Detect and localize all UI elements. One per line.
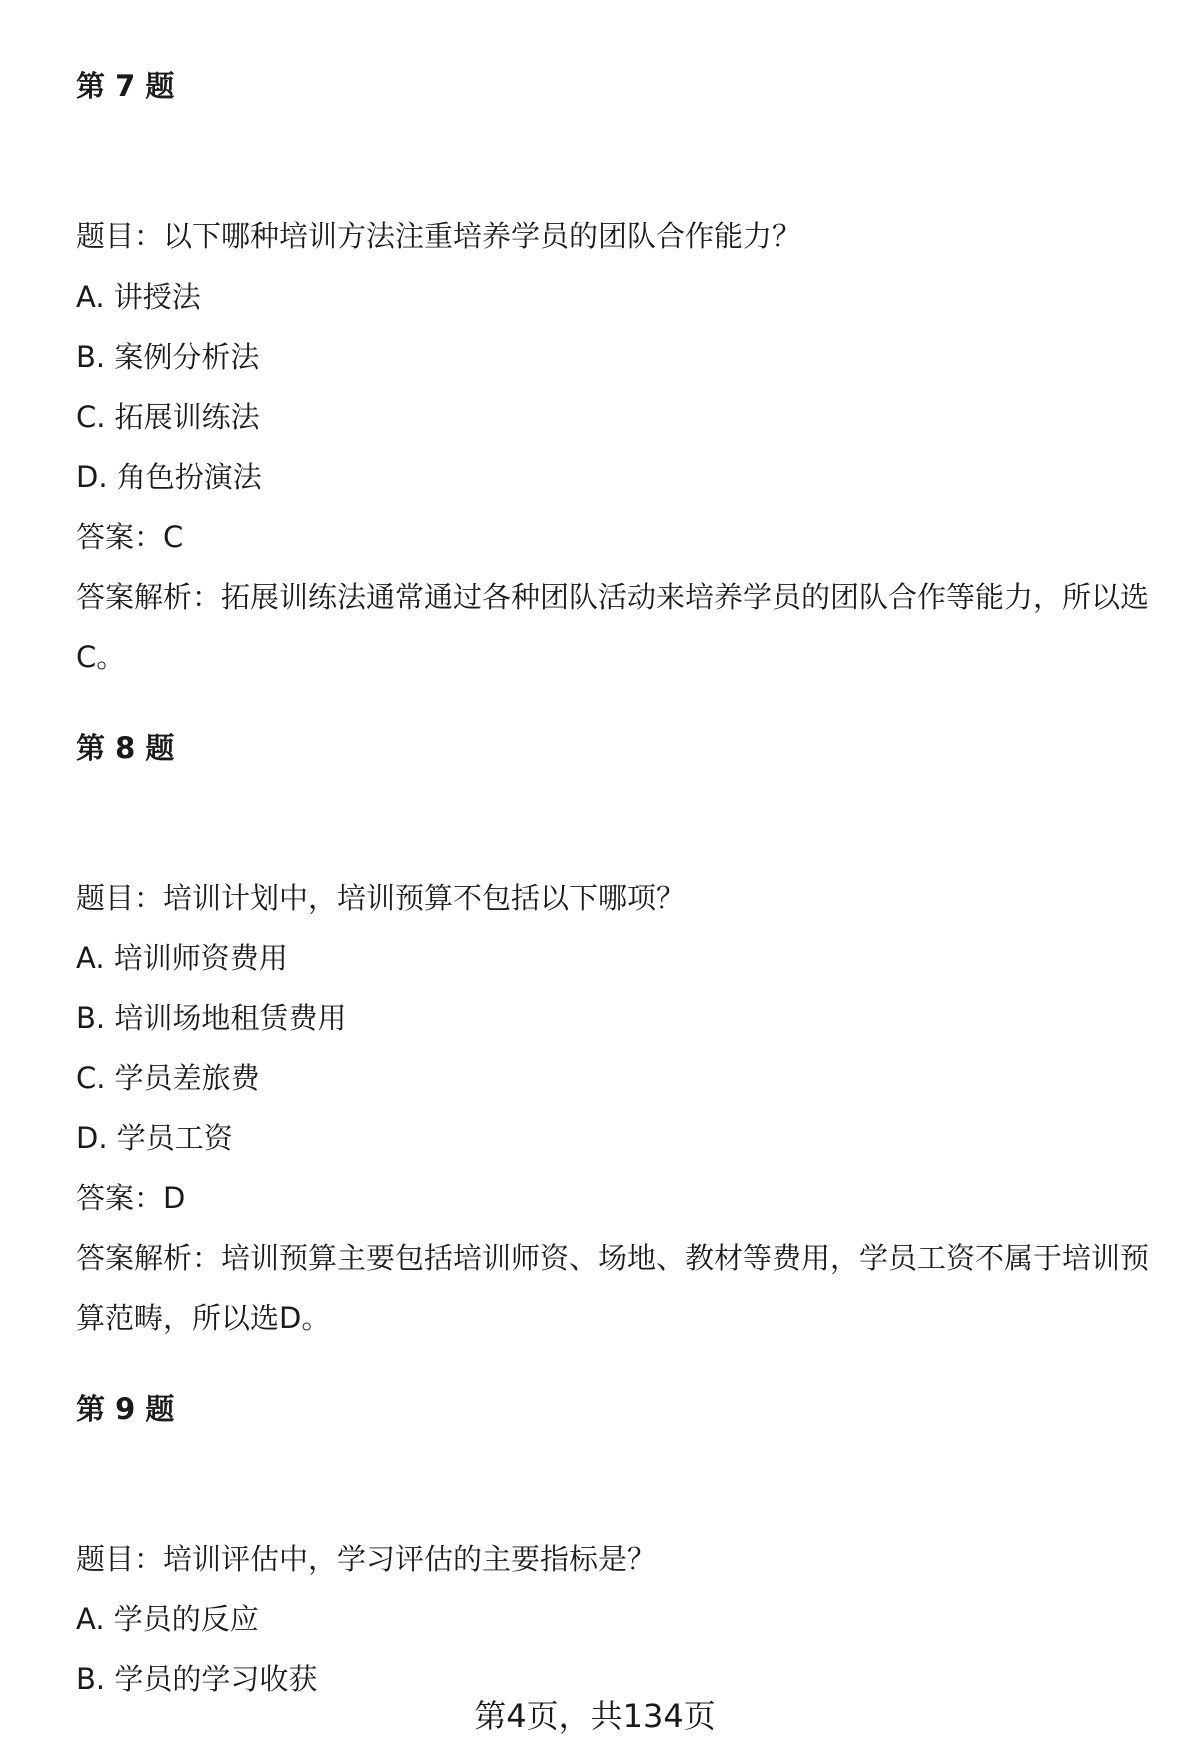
explanation-row [76,567,1166,687]
question-9-body [76,1539,1166,1579]
option-d: D. 角色扮演法 [76,460,262,494]
option-c: C. 拓展训练法 [76,400,260,434]
question-7-body [76,216,1166,256]
question-8-body [76,878,1166,918]
option-row [76,397,1166,437]
answer: 答案：D [76,1181,186,1215]
question-heading: 第 8 题 [76,731,175,765]
question-9 [76,1389,1166,1429]
option-b: B. 学员的学习收获 [76,1662,318,1696]
option-b: B. 培训场地租赁费用 [76,1001,347,1035]
question-stem: 题目：以下哪种培训方法注重培养学员的团队合作能力？ [76,219,802,253]
option-row [76,1659,1166,1699]
option-a: A. 讲授法 [76,280,201,314]
question-heading: 第 9 题 [76,1392,175,1426]
option-a: A. 学员的反应 [76,1602,259,1636]
page-number-footer: 第4页，共134页 [474,1697,716,1735]
question-heading: 第 7 题 [76,69,175,103]
question-stem: 题目：培训计划中，培训预算不包括以下哪项？ [76,881,686,915]
answer-row [76,517,1166,557]
answer-row [76,1178,1166,1218]
option-d: D. 学员工资 [76,1121,233,1155]
option-row [76,1058,1166,1098]
option-c: C. 学员差旅费 [76,1061,260,1095]
question-stem: 题目：培训评估中，学习评估的主要指标是？ [76,1542,657,1576]
option-row [76,1599,1166,1639]
explanation: 答案解析：培训预算主要包括培训师资、场地、教材等费用，学员工资不属于培训预算范畴，所以选D。 [76,1241,1150,1335]
option-row [76,277,1166,317]
option-a: A. 培训师资费用 [76,941,288,975]
answer: 答案：C [76,520,184,554]
explanation: 答案解析：拓展训练法通常通过各种团队活动来培养学员的团队合作等能力，所以选C。 [76,580,1150,674]
option-b: B. 案例分析法 [76,340,260,374]
question-8 [76,728,1166,768]
option-row [76,998,1166,1038]
explanation-row [76,1228,1166,1348]
option-row [76,1118,1166,1158]
option-row [76,337,1166,377]
question-7 [76,66,1166,106]
option-row [76,457,1166,497]
option-row [76,938,1166,978]
